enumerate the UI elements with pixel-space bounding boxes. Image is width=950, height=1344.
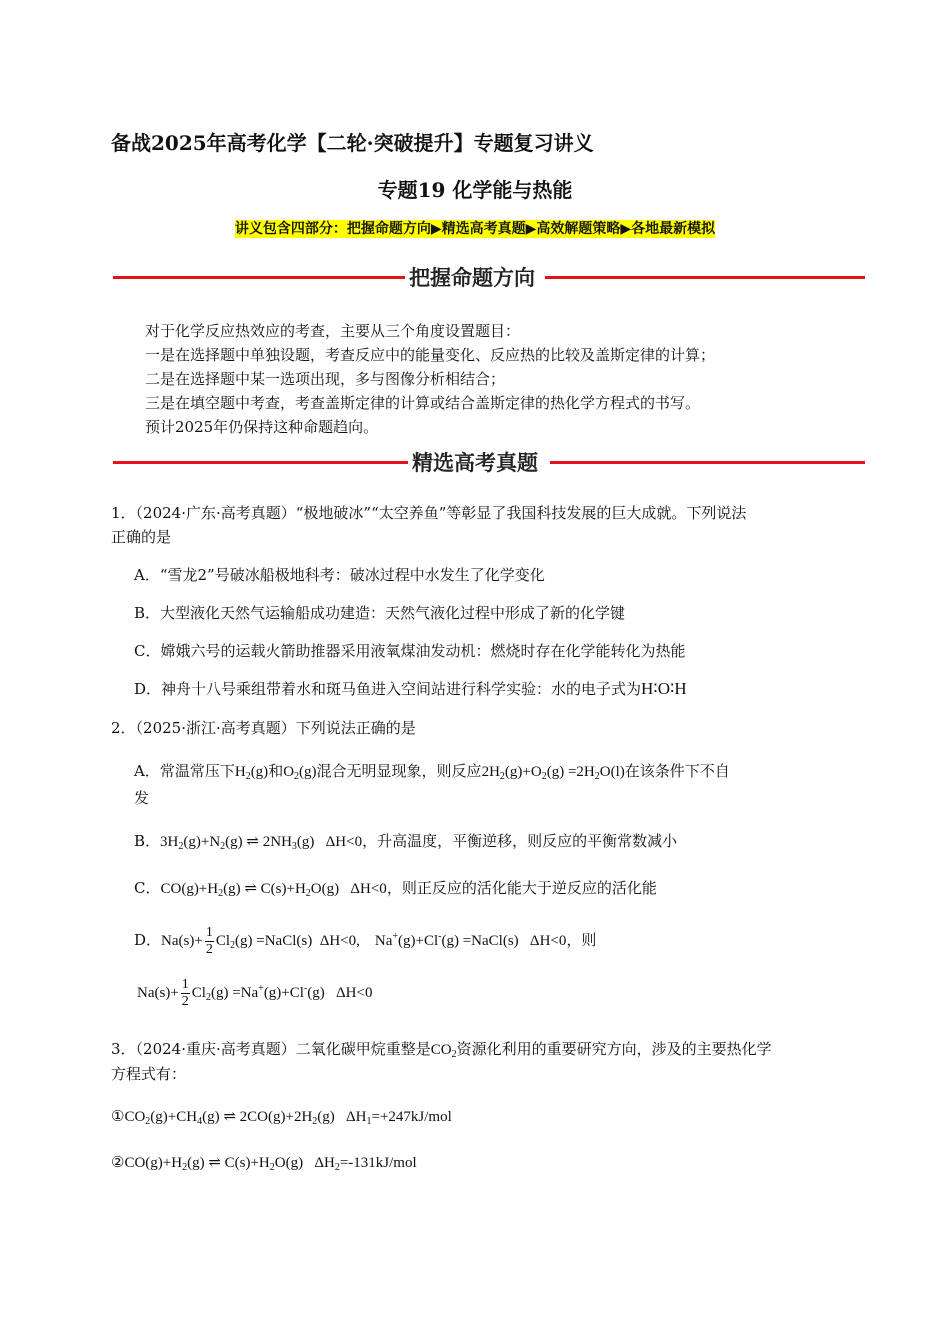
q1-option-a: A．“雪龙2”号破冰船极地科考：破冰过程中水发生了化学变化 xyxy=(134,566,545,584)
q3-eq2-formula: $CO(g)+H_2(g)$ ⇌ $C(s)+H_2O(g)$ $\Delta H_2$ xyxy=(124,1155,340,1173)
q1-option-b: B．大型液化天然气运输船成功建造：天然气液化过程中形成了新的化学键 xyxy=(134,604,626,622)
q3-eq2-enthalpy: =-131kJ/mol xyxy=(339,1155,417,1171)
q2-a-and: 和 xyxy=(268,762,284,780)
intro-line-5: 预计2025年仍保持这种命题趋向。 xyxy=(145,418,379,436)
co2-formula: $CO_2$ xyxy=(430,1042,457,1060)
document-title: 备战2025年高考化学【二轮·突破提升】专题复习讲义 xyxy=(111,131,594,155)
section-header-2 xyxy=(113,448,865,478)
intro-line-3: 二是在选择题中某一选项出现，多与图像分析相结合； xyxy=(145,370,506,388)
q2-option-a-line-2: 发 xyxy=(134,789,150,807)
q2-b-label: B． xyxy=(134,832,161,850)
q1-option-c: C．嫦娥六号的运载火箭助推器采用液氧煤油发动机：燃烧时存在化学能转化为热能 xyxy=(134,642,686,660)
o2-symbol: O xyxy=(283,764,295,780)
q3-eq1-formula: $CO_2(g)+CH_4(g)$ ⇌ $2CO(g)+2H_2(g)$ $\Delta H_1$ xyxy=(124,1109,372,1127)
q3-equation-1 xyxy=(111,1104,452,1129)
section-title-1: 把握命题方向 xyxy=(409,266,535,290)
q2-a-equation: $2H_2(g)+O_2(g) =2H_2O(l)$ xyxy=(481,764,625,782)
o2-formula: $O_2(g)$ xyxy=(283,764,317,782)
intro-line-4: 三是在填空题中考查，考查盖斯定律的计算或结合盖斯定律的热化学方程式的书写。 xyxy=(145,394,701,412)
q2-d-equation-2: Na(s)+ $\frac{1}{2}$ $Cl_2(g) =Na^+(g)+Cl^-(g)$ ΔH<0 xyxy=(137,977,373,1010)
section-header-1 xyxy=(113,263,865,293)
contents-banner-text: 讲义包含四部分：把握命题方向▶精选高考真题▶高效解题策略▶各地最新模拟 xyxy=(234,221,716,237)
q2-option-a xyxy=(134,759,730,784)
fraction-half: $\frac{1}{2}$ xyxy=(205,925,213,958)
q2-option-d xyxy=(134,920,596,961)
q2-stem: 2．（2025·浙江·高考真题）下列说法正确的是 xyxy=(111,719,416,737)
q2-option-c xyxy=(134,876,657,901)
intro-line-1: 对于化学反应热效应的考查，主要从三个角度设置题目： xyxy=(145,322,521,340)
intro-line-2: 一是在选择题中单独设题，考查反应中的能量变化、反应热的比较及盖斯定律的计算； xyxy=(145,346,716,364)
q2-option-d-line-2 xyxy=(137,972,372,1013)
section-rule-right xyxy=(550,461,865,464)
section-title-2: 精选高考真题 xyxy=(412,451,538,475)
topic-title: 专题19 化学能与热能 xyxy=(377,178,573,202)
section-rule-right xyxy=(545,276,865,279)
q2-c-text: ，则正反应的活化能大于逆反应的活化能 xyxy=(386,879,657,897)
q1-option-d xyxy=(134,677,687,701)
q3-eq1-enthalpy: =+247kJ/mol xyxy=(371,1109,452,1125)
q1-stem-line-2: 正确的是 xyxy=(111,528,172,546)
q2-a-middle: 混合无明显现象，则反应 xyxy=(316,762,482,780)
q2-c-equation: $CO(g)+H_2(g)$ ⇌ $C(s)+H_2O(g)$ ΔH<0 xyxy=(160,881,387,899)
q3-eq1-number: ① xyxy=(111,1107,125,1125)
q3-equation-2 xyxy=(111,1150,417,1175)
h2-symbol: H xyxy=(234,764,246,780)
water-electron-formula: H∶O∶H xyxy=(641,679,687,698)
section-rule-left xyxy=(113,276,405,279)
contents-banner xyxy=(0,218,950,238)
q2-d-text: ，则 xyxy=(566,931,597,949)
q3-stem-a: 3．（2024·重庆·高考真题）二氧化碳甲烷重整是 xyxy=(111,1040,431,1058)
q1-stem-line-1: 1．（2024·广东·高考真题）“极地破冰”“太空养鱼”等彰显了我国科技发展的巨大成就。下列说法 xyxy=(111,504,747,522)
q2-b-equation: $3H_2(g)+N_2(g)$ ⇌ $2NH_3(g)$ ΔH<0 xyxy=(160,834,363,852)
h2-formula: $H_2(g)$ xyxy=(234,764,269,782)
fraction-half: $\frac{1}{2}$ xyxy=(181,977,189,1010)
q3-stem-b: 资源化利用的重要研究方向，涉及的主要热化学 xyxy=(456,1040,772,1058)
q3-stem-line-2: 方程式有： xyxy=(111,1065,187,1083)
q2-d-equation-1: Na(s)+ $\frac{1}{2}$ $Cl_2(g)$ =NaCl(s) ΔH<0, Na+(g)+Cl-(g) =NaCl(s) ΔH<0 xyxy=(161,925,567,958)
q2-c-label: C． xyxy=(134,879,161,897)
q3-eq2-number: ② xyxy=(111,1153,125,1171)
section-rule-left xyxy=(113,461,408,464)
q3-stem-line-1 xyxy=(111,1037,772,1062)
q2-a-suffix: 在该条件下不自 xyxy=(624,762,730,780)
q2-d-label: D． xyxy=(134,931,162,949)
q2-option-b xyxy=(134,829,677,854)
q1-option-d-text: D．神舟十八号乘组带着水和斑马鱼进入空间站进行科学实验：水的电子式为 xyxy=(134,680,642,698)
q2-a-prefix: A．常温常压下 xyxy=(134,762,235,780)
q2-b-text: ，升高温度，平衡逆移，则反应的平衡常数减小 xyxy=(362,832,678,850)
